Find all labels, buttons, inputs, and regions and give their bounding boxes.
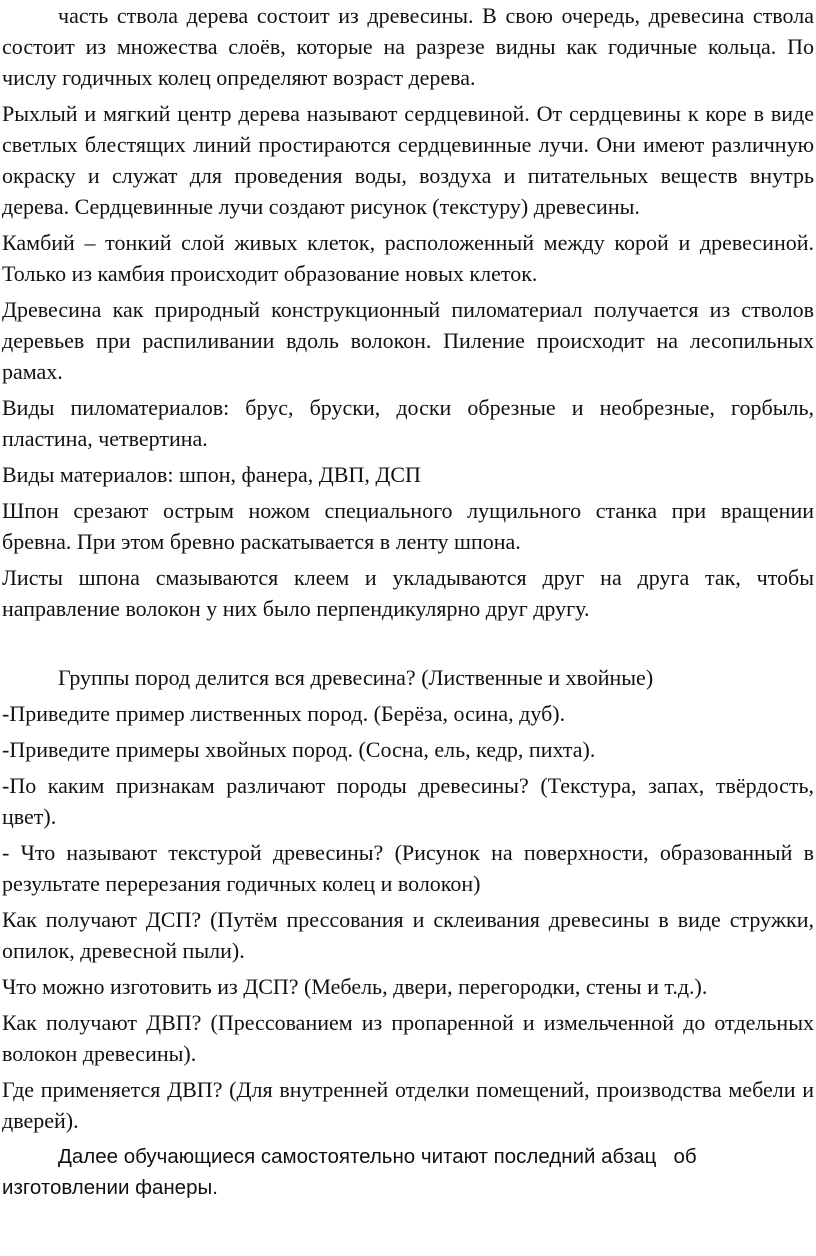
- question-chipboard: Как получают ДСП? (Путём прессования и склеивания древесины в виде стружки, опилок, древесной пыли).: [2, 907, 814, 963]
- question-texture: - Что называют текстурой древесины? (Рисунок на поверхности, образованный в результате перерезания годичных колец и волокон): [2, 840, 814, 896]
- question-wood-groups: Группы пород делится вся древесина? (Лиственные и хвойные): [58, 665, 654, 690]
- paragraph-lumber: Древесина как природный конструкционный пиломатериал получается из стволов деревьев при распиливании вдоль волокон. Пиление происходит на лесопильных рамах.: [2, 297, 814, 384]
- question-deciduous: -Приведите пример лиственных пород. (Берёза, осина, дуб).: [2, 701, 566, 726]
- paragraph-veneer: Шпон срезают острым ножом специального лущильного станка при вращении бревна. При этом бревно раскатывается в ленту шпона.: [2, 498, 814, 554]
- closing-note: Далее обучающиеся самостоятельно читают последний абзац об изготовлении фанеры.: [2, 1145, 703, 1199]
- question-chipboard-uses: Что можно изготовить из ДСП? (Мебель, двери, перегородки, стены и т.д.).: [2, 974, 708, 999]
- paragraph-veneer-gluing: Листы шпона смазываются клеем и укладываются друг на друга так, чтобы направление волокон у них было перпендикулярно друг другу.: [2, 565, 814, 621]
- question-features: -По каким признакам различают породы древесины? (Текстура, запах, твёрдость, цвет).: [2, 773, 814, 829]
- paragraph-growth-rings: часть ствола дерева состоит из древесины. В свою очередь, древесина ствола состоит из множества слоёв, которые на разрезе видны как годичные кольца. По числу годичных колец определяют возраст дерева.: [2, 3, 814, 90]
- section-gap: [2, 624, 814, 657]
- paragraph-lumber-types: Виды пиломатериалов: брус, бруски, доски обрезные и необрезные, горбыль, пластина, четвертина.: [2, 395, 814, 451]
- paragraph-material-types: Виды материалов: шпон, фанера, ДВП, ДСП: [2, 462, 421, 487]
- paragraph-cambium: Камбий – тонкий слой живых клеток, расположенный между корой и древесиной. Только из камбия происходит образование новых клеток.: [2, 230, 814, 286]
- question-fiberboard-uses: Где применяется ДВП? (Для внутренней отделки помещений, производства мебели и дверей).: [2, 1077, 814, 1133]
- question-coniferous: -Приведите примеры хвойных пород. (Сосна, ель, кедр, пихта).: [2, 737, 596, 762]
- question-fiberboard: Как получают ДВП? (Прессованием из пропаренной и измельченной до отдельных волокон древесины).: [2, 1010, 814, 1066]
- paragraph-heartwood: Рыхлый и мягкий центр дерева называют сердцевиной. От сердцевины к коре в виде светлых блестящих линий простираются сердцевинные лучи. Они имеют различную окраску и служат для проведения воды, воздуха и питательных веществ внутрь дерева. Сердцевинные лучи создают рисунок (текстуру) древесины.: [2, 101, 814, 219]
